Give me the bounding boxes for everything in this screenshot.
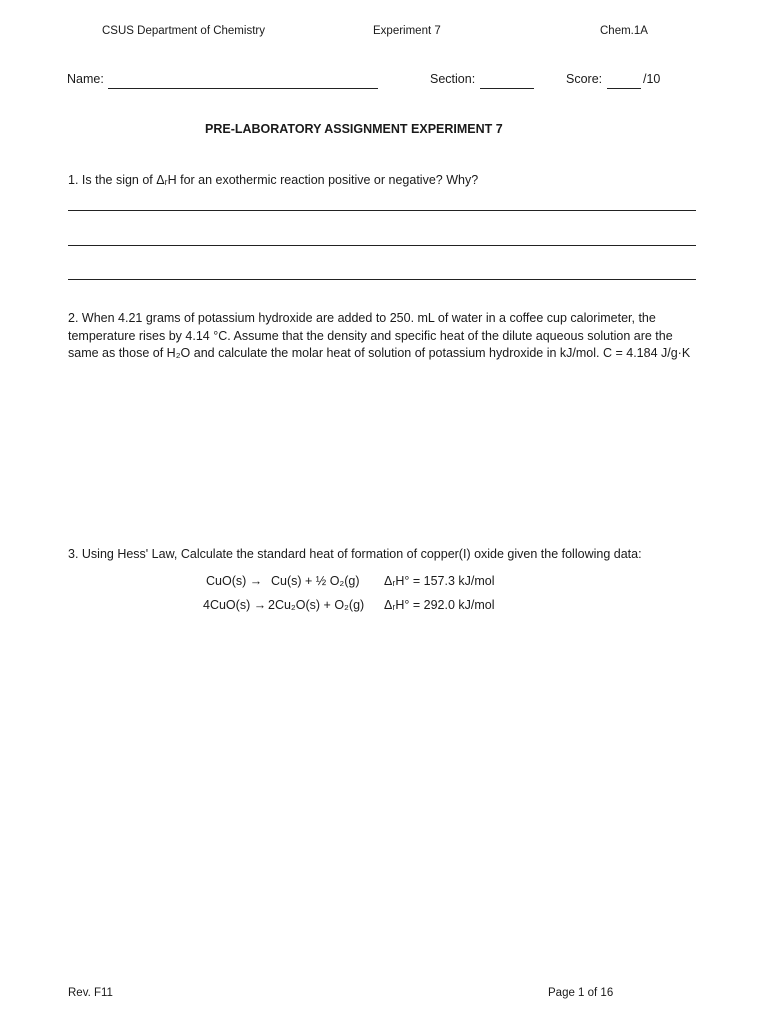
answer-line-3[interactable] bbox=[68, 279, 696, 280]
name-field[interactable] bbox=[108, 88, 378, 89]
reaction-1-reactants: CuO(s) → bbox=[206, 574, 263, 588]
section-field[interactable] bbox=[480, 88, 534, 89]
footer-page-number: Page 1 of 16 bbox=[548, 987, 614, 999]
reaction-1-products: Cu(s) + ½ O₂(g) bbox=[271, 574, 360, 588]
reaction-1-enthalpy: ΔᵣH° = 157.3 kJ/mol bbox=[384, 574, 495, 588]
reaction-2-enthalpy: ΔᵣH° = 292.0 kJ/mol bbox=[384, 598, 495, 612]
question-2-line-1: 2. When 4.21 grams of potassium hydroxide are added to 250. mL of water in a coffee cup calorimeter, the bbox=[68, 311, 656, 325]
header-department: CSUS Department of Chemistry bbox=[102, 25, 265, 37]
answer-line-1[interactable] bbox=[68, 210, 696, 211]
reaction-2-products: 2Cu₂O(s) + O₂(g) bbox=[268, 598, 365, 612]
question-2-text bbox=[68, 310, 698, 363]
score-total: /10 bbox=[643, 72, 661, 86]
question-1-text: 1. Is the sign of ΔᵣH for an exothermic reaction positive or negative? Why? bbox=[68, 173, 479, 187]
score-label: Score: bbox=[566, 72, 603, 86]
header-experiment: Experiment 7 bbox=[373, 25, 441, 37]
reaction-2-reactants: 4CuO(s) → bbox=[203, 598, 267, 612]
header-course: Chem.1A bbox=[600, 25, 648, 37]
name-label: Name: bbox=[67, 72, 104, 86]
score-field[interactable] bbox=[607, 88, 641, 89]
question-3-text: 3. Using Hess' Law, Calculate the standard heat of formation of copper(I) oxide given the following data: bbox=[68, 547, 642, 561]
footer-revision: Rev. F11 bbox=[68, 987, 113, 999]
question-2-line-3: same as those of H₂O and calculate the molar heat of solution of potassium hydroxide in kJ/mol. C = 4.184 J/g·K bbox=[68, 346, 691, 360]
page-title: PRE-LABORATORY ASSIGNMENT EXPERIMENT 7 bbox=[205, 122, 503, 136]
question-2-line-2: temperature rises by 4.14 °C. Assume that the density and specific heat of the dilute aqueous solution are the bbox=[68, 328, 673, 343]
answer-line-2[interactable] bbox=[68, 245, 696, 246]
section-label: Section: bbox=[430, 72, 476, 86]
